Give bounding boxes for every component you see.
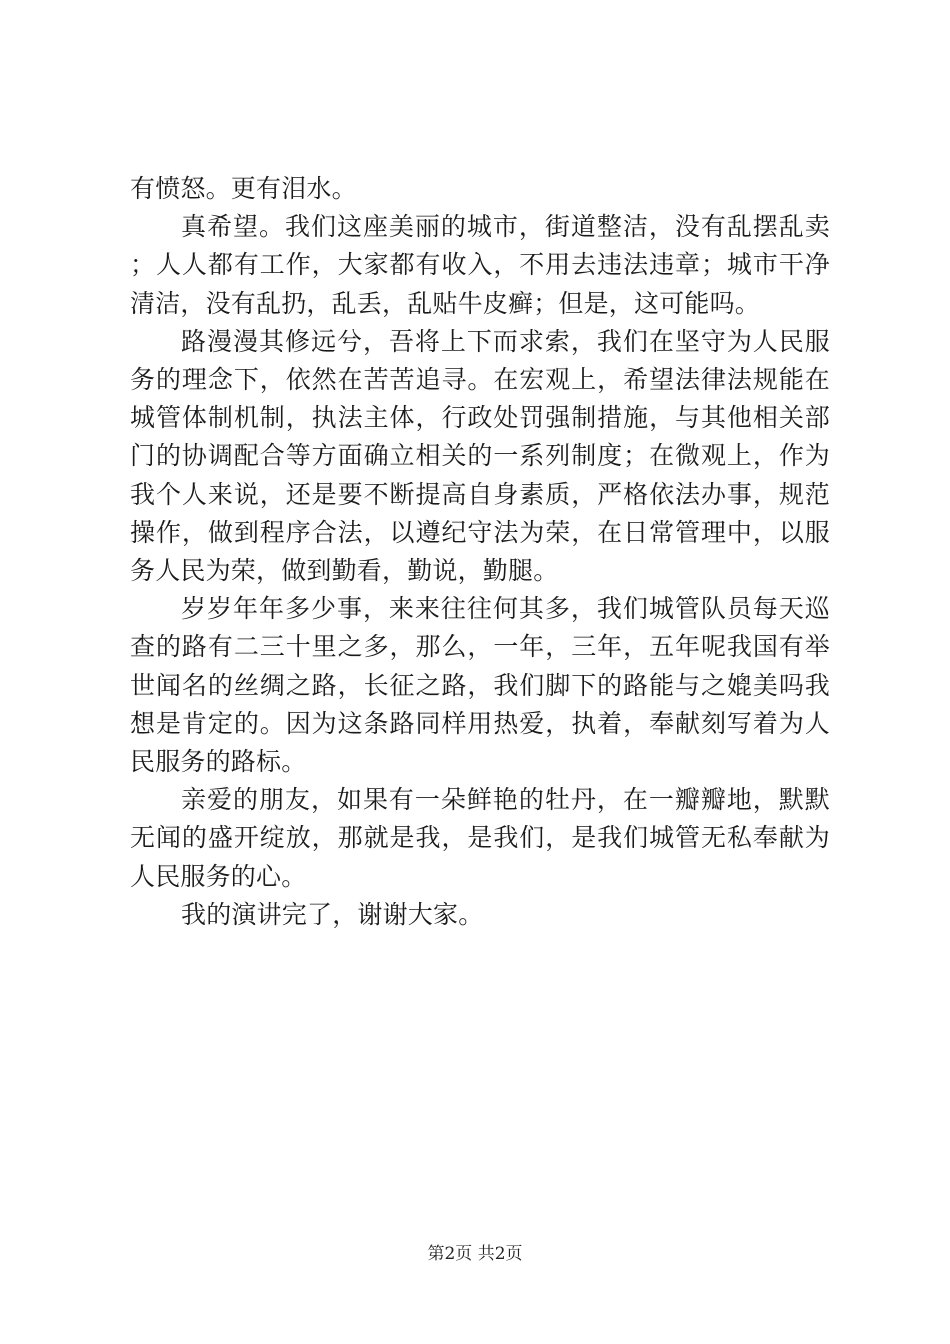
document-body — [130, 170, 830, 934]
paragraph-road: 岁岁年年多少事，来来往往何其多，我们城管队员每天巡查的路有二三十里之多，那么，一年，三年，五年呢我国有举世闻名的丝绸之路，长征之路，我们脚下的路能与之媲美吗我想是肯定的。因为这条路同样用热爱，执着，奉献刻写着为人民服务的路标。 — [130, 594, 830, 777]
page-number-footer: 第2页 共2页 — [427, 1244, 523, 1264]
paragraph-hope: 真希望。我们这座美丽的城市，街道整洁，没有乱摆乱卖；人人都有工作，大家都有收入，不用去违法违章；城市干净清洁，没有乱扔，乱丢，乱贴牛皮癣；但是，这可能吗。 — [130, 212, 830, 318]
paragraph-continuation: 有愤怒。更有泪水。 — [130, 174, 357, 203]
paragraph-peony: 亲爱的朋友，如果有一朵鲜艳的牡丹，在一瓣瓣地，默默无闻的盛开绽放，那就是我，是我们，是我们城管无私奉献为人民服务的心。 — [130, 785, 830, 891]
paragraph-closing: 我的演讲完了，谢谢大家。 — [181, 899, 484, 929]
paragraph-pursuit: 路漫漫其修远兮，吾将上下而求索，我们在坚守为人民服务的理念下，依然在苦苦追寻。在宏观上，希望法律法规能在城管体制机制，执法主体，行政处罚强制措施，与其他相关部门的协调配合等方面确立相关的一系列制度；在微观上，作为我个人来说，还是要不断提高自身素质，严格依法办事，规范操作，做到程序合法，以遵纪守法为荣，在日常管理中，以服务人民为荣，做到勤看，勤说，勤腿。 — [130, 326, 830, 586]
